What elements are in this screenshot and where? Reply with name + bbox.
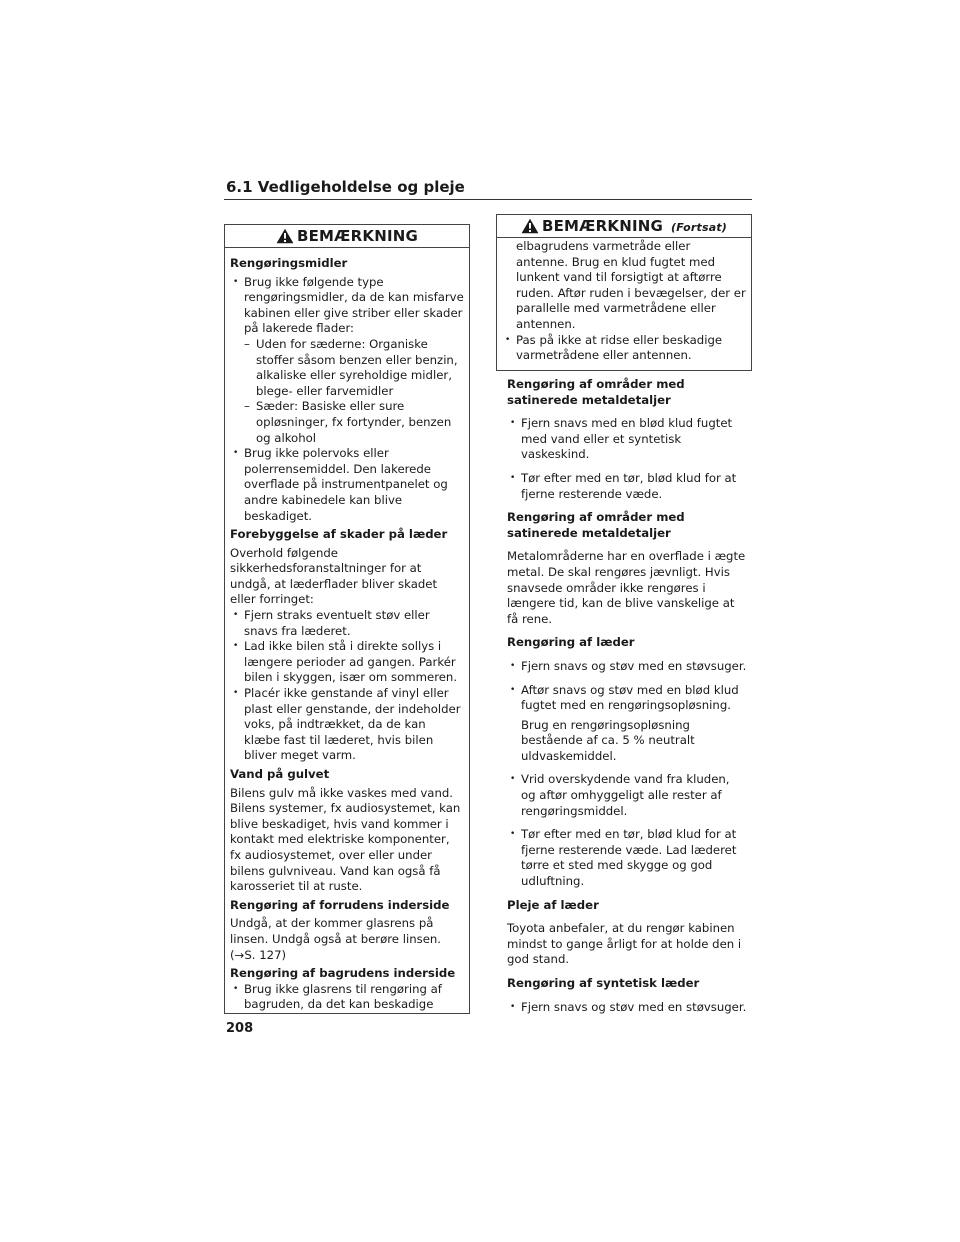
list-item: • Placér ikke genstande af vinyl eller plast eller genstande, der indeholder voks, på indtrækket, da de kan klæbe fast til læderet, hvis bilen bliver meget varm. [230,686,464,764]
notice-box-left [224,224,470,1014]
list-item: • Tør efter med en tør, blød klud for at fjerne resterende væde. Lad læderet tørre et sted med skygge og god udluftning. [507,827,747,889]
subheading-leather-damage: Forebyggelse af skader på læder [230,527,448,542]
list-item: – Uden for sæderne: Organiske stoffer såsom benzen eller benzin, alkaliske eller syreholdige midler, blege- eller farvemidler [244,336,458,398]
heading-synthetic-leather: Rengøring af syntetisk læder [507,976,700,990]
list-item: • Tør efter med en tør, blød klud for at fjerne resterende væde. [507,471,747,502]
notice-heading [497,215,751,238]
section-title: 6.1 Vedligeholdelse og pleje [226,178,465,196]
paragraph: Metalområderne har en overflade i ægte metal. De skal rengøres jævnligt. Hvis snavsede områder ikke rengøres i længere tid, kan de blive vanskelige at få rene. [507,549,746,626]
warning-triangle-icon [521,218,539,234]
page-number: 208 [226,1021,254,1036]
heading-satin-metal: Rengøring af områder med satinerede metaldetaljer [507,377,685,407]
list-item: • Brug ikke glasrens til rengøring af bagruden, da det kan beskadige [230,982,464,1013]
list-item: • Fjern straks eventuelt støv eller snavs fra læderet. [230,608,464,639]
list-item: • Brug ikke følgende type rengøringsmidler, da de kan misfarve kabinen eller give striber eller skader på lakerede flader: [230,275,464,337]
list-item-note: Brug en rengøringsopløsning bestående af ca. 5 % neutralt uldvaskemiddel. [521,717,695,763]
notice-heading-text: BEMÆRKNING [296,227,419,245]
subheading-windshield: Rengøring af forrudens inderside [230,897,450,912]
notice-heading [225,225,469,248]
list-item: – Sæder: Basiske eller sure opløsninger, fx fortynder, benzen og alkohol [244,399,452,445]
list-item: • Brug ikke polervoks eller polerrensemiddel. Den lakerede overflade på instrumentpanelet og andre kabinedele kan blive beskadiget. [230,446,464,524]
list-item: • Fjern snavs og støv med en støvsuger. [507,1000,747,1016]
heading-leather-cleaning: Rengøring af læder [507,635,635,650]
paragraph: Undgå, at der kommer glasrens på linsen. Undgå også at berøre linsen. (→S. 127) [230,916,442,962]
list-item: • Vrid overskydende vand fra kluden, og aftør omhyggeligt alle rester af rengøringsmiddel. [507,772,747,819]
subheading-water-floor: Vand på gulvet [230,767,330,781]
subheading-cleaning-agents: Rengøringsmidler [230,256,348,270]
continued-label: (Fortsat) [671,221,728,234]
notice-body [497,238,751,368]
main-content [507,377,747,1023]
notice-body [225,248,469,1017]
paragraph: Bilens gulv må ikke vaskes med vand. Bilens systemer, fx audiosystemet, kan blive beskadiget, hvis vand kommer i kontakt med elektriske komponenter, fx audiosystemet, over eller under bilens gulvniveau. Vand kan også få karosseriet til at ruste. [230,785,461,894]
list-item: • Fjern snavs med en blød klud fugtet med vand eller et syntetisk vaskeskind. [507,416,747,463]
subheading-rear-window: Rengøring af bagrudens inderside [230,966,456,981]
notice-heading-text: BEMÆRKNING [541,217,664,235]
list-item: • Lad ikke bilen stå i direkte sollys i længere perioder ad gangen. Parkér bilen i skyggen, især om sommeren. [230,639,464,686]
heading-satin-metal-2: Rengøring af områder med satinerede metaldetaljer [507,510,685,540]
warning-triangle-icon [276,228,294,244]
list-item-text: Uden for sæderne: Organiske stoffer såsom benzen eller benzin, alkaliske eller syreholdige midler, blege- eller farvemidler [256,336,458,398]
paragraph: Toyota anbefaler, at du rengør kabinen mindst to gange årligt for at holde den i god stand. [507,921,742,967]
heading-leather-care: Pleje af læder [507,897,599,912]
list-item: • Fjern snavs og støv med en støvsuger. [507,659,747,675]
notice-box-right [496,214,752,371]
header-divider [224,199,752,200]
list-item: • Pas på ikke at ridse eller beskadige varmetrådene eller antennen. [502,333,746,364]
list-item-text: Sæder: Basiske eller sure opløsninger, fx fortynder, benzen og alkohol [256,399,452,445]
list-item: • Aftør snavs og støv med en blød klud fugtet med en rengøringsopløsning. [507,683,747,714]
continued-text: elbagrudens varmetråde eller antenne. Brug en klud fugtet med lunkent vand til forsigtigt at aftørre ruden. Aftør ruden i bevægelser, der er parallelle med varmetrådene eller antennen. [516,239,746,331]
paragraph: Overhold følgende sikkerhedsforanstaltninger for at undgå, at læderflader bliver skadet eller forringet: [230,545,438,607]
